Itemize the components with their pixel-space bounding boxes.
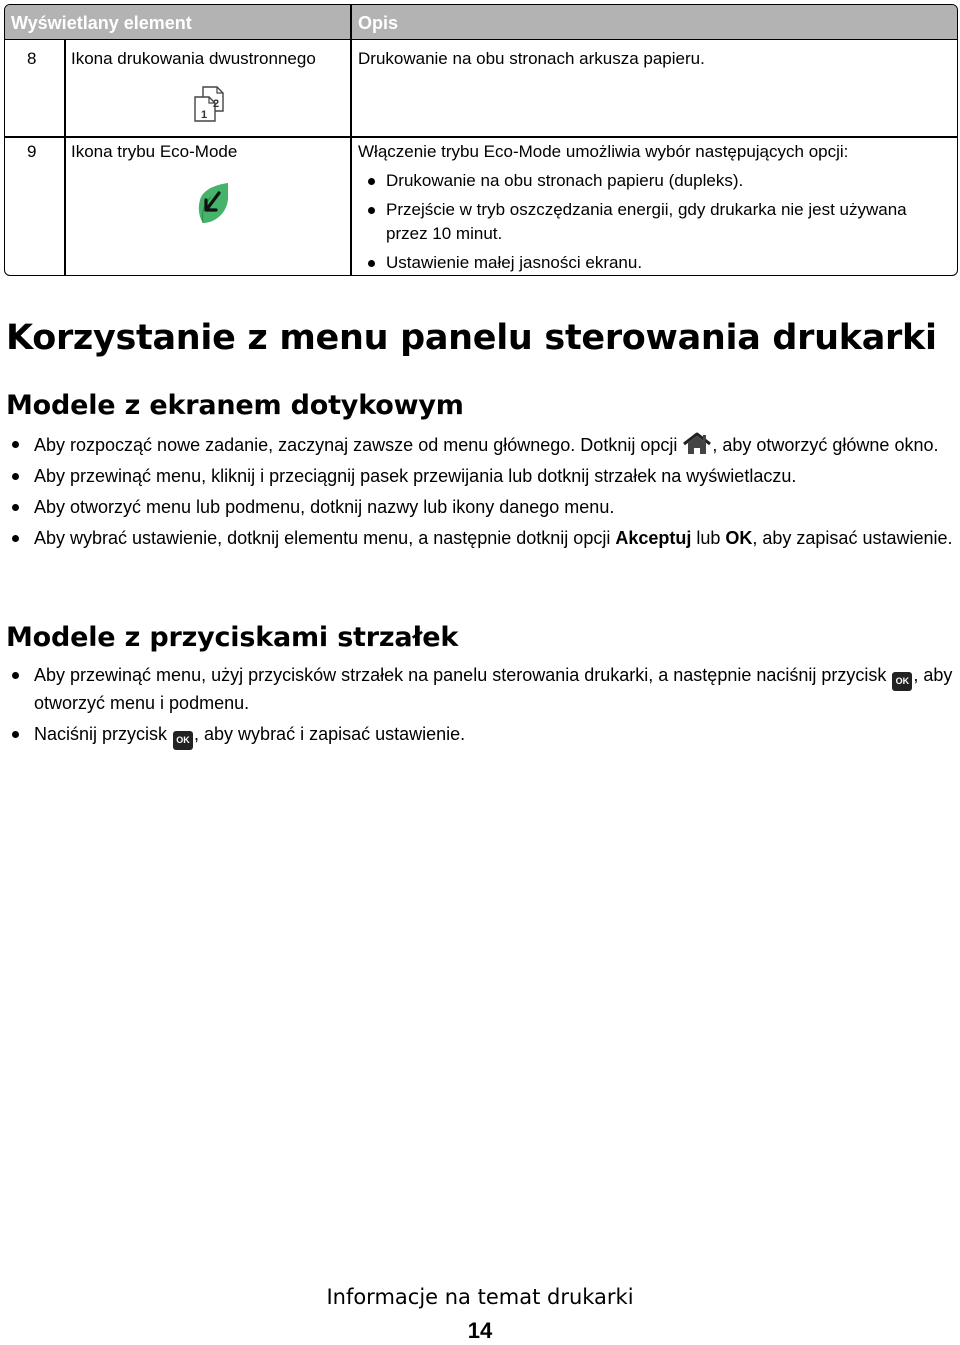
display-elements-table xyxy=(4,4,958,276)
table-header xyxy=(5,5,957,40)
row-divider xyxy=(5,136,957,138)
element-description: Drukowanie na obu stronach arkusza papieru. xyxy=(358,49,705,68)
list-item: Ustawienie małej jasności ekranu. xyxy=(358,251,918,275)
accept-option-label: Akceptuj xyxy=(615,528,692,548)
list-item: Aby wybrać ustawienie, dotknij elementu menu, a następnie dotknij opcji Akceptuj lub OK, aby zapisać ustawienie. xyxy=(6,526,956,550)
svg-text:2: 2 xyxy=(213,98,220,110)
home-icon xyxy=(682,432,712,456)
element-name: Ikona drukowania dwustronnego xyxy=(71,49,316,68)
ok-option-label: OK xyxy=(725,528,753,548)
svg-text:1: 1 xyxy=(201,109,208,121)
list-item: Naciśnij przycisk OK , aby wybrać i zapisać ustawienie. xyxy=(6,722,956,750)
list-item: Przejście w tryb oszczędzania energii, gdy drukarka nie jest używana przez 10 minut. xyxy=(358,198,918,246)
list-item: Aby rozpocząć nowe zadanie, zaczynaj zawsze od menu głównego. Dotknij opcji , aby otworzyć główne okno. xyxy=(6,432,956,457)
subsection-title-touch: Modele z ekranem dotykowym xyxy=(6,390,464,421)
element-description: Włączenie trybu Eco-Mode umożliwia wybór następujących opcji: xyxy=(358,142,849,161)
column-header-element: Wyświetlany element xyxy=(11,13,192,33)
touch-instructions-list xyxy=(6,432,956,557)
row-number: 8 xyxy=(27,49,37,68)
row-number: 9 xyxy=(27,142,37,161)
subsection-title-arrows: Modele z przyciskami strzałek xyxy=(6,622,459,653)
list-item: Aby otworzyć menu lub podmenu, dotknij nazwy lub ikony danego menu. xyxy=(6,495,956,519)
list-item: Aby przewinąć menu, kliknij i przeciągnij pasek przewijania lub dotknij strzałek na wyświetlaczu. xyxy=(6,464,956,488)
footer-title: Informacje na temat drukarki xyxy=(326,1285,634,1309)
duplex-print-icon xyxy=(191,85,231,125)
ok-button-icon: OK xyxy=(173,731,193,750)
arrow-instructions-list xyxy=(6,663,956,757)
list-item: Drukowanie na obu stronach papieru (dupleks). xyxy=(358,169,918,193)
column-divider xyxy=(350,5,352,275)
ok-button-icon: OK xyxy=(892,672,912,691)
list-item: Aby przewinąć menu, użyj przycisków strzałek na panelu sterowania drukarki, a następnie naciśnij przycisk OK , aby otworzyć menu i podmenu. xyxy=(6,663,956,715)
page-number: 14 xyxy=(467,1318,493,1343)
eco-mode-leaf-icon xyxy=(195,181,231,227)
element-name: Ikona trybu Eco-Mode xyxy=(71,142,238,161)
column-divider xyxy=(64,40,66,275)
column-header-description: Opis xyxy=(358,13,399,33)
section-title: Korzystanie z menu panelu sterowania drukarki xyxy=(6,318,937,358)
eco-mode-options xyxy=(358,169,918,276)
